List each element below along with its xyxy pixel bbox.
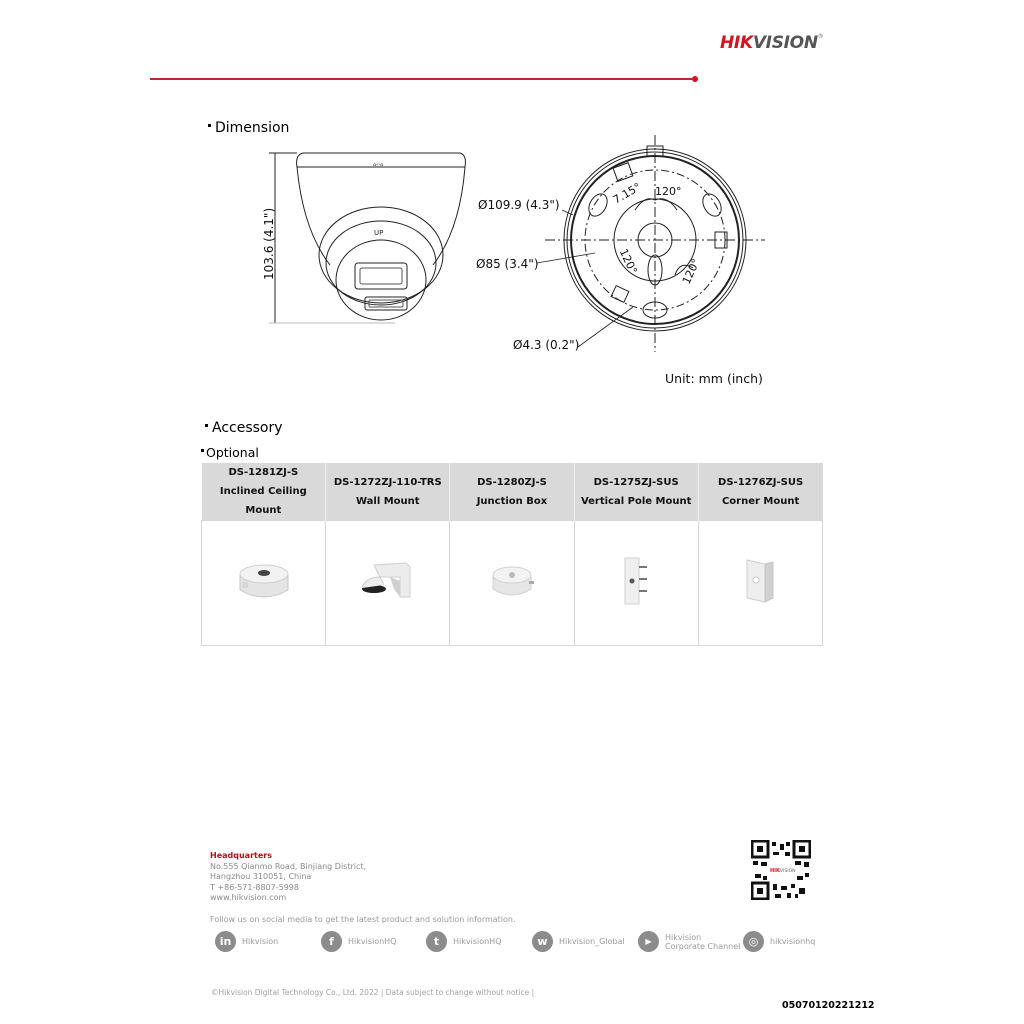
accessory-header-cell	[574, 463, 698, 521]
angle-small-label: 7.15°	[610, 180, 644, 207]
social-twitter[interactable]	[426, 931, 502, 952]
svg-text:VISION: VISION	[780, 869, 796, 874]
hole-diameter-label: Ø4.3 (0.2")	[513, 338, 580, 352]
hq-phone: T +86-571-8807-5998	[210, 882, 299, 892]
accessory-image-cell	[326, 521, 450, 646]
social-label	[665, 933, 740, 951]
accessory-model: DS-1280ZJ-S	[477, 476, 547, 488]
camera-bottom-view	[545, 135, 765, 352]
wechat-icon: w	[532, 931, 553, 952]
wall-mount-image	[360, 559, 416, 603]
social-label: hikvisionhq	[770, 937, 816, 946]
vertical-pole-mount-image	[621, 556, 651, 606]
camera-ball-face	[336, 240, 426, 320]
unit-label: Unit: mm (inch)	[665, 371, 763, 386]
accessory-image-cell	[202, 521, 326, 646]
accessory-model: DS-1275ZJ-SUS	[593, 476, 679, 488]
social-facebook[interactable]	[321, 931, 397, 952]
angle-label-top: 120°	[655, 185, 682, 198]
bullet-icon	[208, 124, 211, 127]
hikvision-logo	[720, 33, 823, 53]
accessory-header-cell	[698, 463, 822, 521]
optional-title-text: Optional	[206, 445, 259, 460]
camera-side-view	[269, 153, 465, 323]
logo-registered-mark: ®	[817, 33, 824, 40]
accessory-section-title	[205, 420, 283, 436]
camera-lens-window	[355, 263, 407, 289]
accessory-name: Junction Box	[476, 495, 548, 507]
header-rule	[150, 78, 692, 80]
accessory-name: Vertical Pole Mount	[580, 495, 692, 507]
hq-title: Headquarters	[210, 851, 272, 860]
accessory-table	[201, 463, 823, 646]
social-wechat[interactable]	[532, 931, 625, 952]
accessory-header-row	[202, 463, 823, 521]
dimension-title-text: Dimension	[215, 120, 290, 136]
logo-hik: HIK	[720, 33, 753, 53]
clip-bottom-left	[611, 286, 629, 303]
accessory-name: Wall Mount	[355, 495, 420, 507]
accessory-image-cell	[698, 521, 822, 646]
junction-box-image	[489, 561, 535, 601]
accessory-model: DS-1281ZJ-S	[228, 467, 299, 478]
follow-text: Follow us on social media to get the latest product and solution information.	[210, 915, 516, 924]
accessory-header-cell	[450, 463, 574, 521]
camera-body-sides	[297, 167, 465, 265]
leader-lines	[537, 210, 633, 347]
camera-cap-marks: ⌂‹›⌂	[373, 162, 384, 168]
copyright-text: ©Hikvision Digital Technology Co., Ltd. 2022 | Data subject to change without notice |	[211, 988, 535, 997]
logo-vision: VISION	[752, 33, 818, 53]
dimension-drawing	[255, 135, 775, 360]
qr-code	[751, 840, 811, 900]
facebook-icon: f	[321, 931, 342, 952]
social-youtube[interactable]	[638, 931, 740, 952]
accessory-header-cell	[326, 463, 450, 521]
camera-ir-window	[365, 297, 407, 310]
bullet-icon	[205, 424, 208, 427]
accessory-name: Inclined Ceiling Mount	[219, 486, 307, 516]
instagram-icon: ◎	[743, 931, 764, 952]
accessory-model: DS-1276ZJ-SUS	[718, 476, 804, 488]
hq-address-line1: No.555 Qianmo Road, Binjiang District,	[210, 861, 367, 871]
social-label: Hikvision_Global	[559, 937, 625, 946]
social-label: Hikvision	[242, 937, 279, 946]
social-instagram[interactable]	[743, 931, 815, 952]
hq-website[interactable]: www.hikvision.com	[210, 893, 287, 902]
dimension-section-title	[208, 120, 289, 136]
document-number: 05070120221212	[782, 1000, 875, 1011]
social-label-line1: Hikvision	[665, 932, 702, 942]
social-label-line2: Corporate Channel	[665, 941, 741, 951]
outer-diameter-label: Ø109.9 (4.3")	[478, 198, 560, 212]
angle-label-right: 120°	[679, 256, 703, 287]
hq-address-line2: Hangzhou 310051, China	[210, 872, 312, 881]
social-linkedin[interactable]	[215, 931, 278, 952]
mount-hole-right	[699, 191, 725, 220]
header-rule-dot	[692, 76, 698, 82]
camera-up-mark: UP	[374, 229, 384, 237]
accessory-model: DS-1272ZJ-110-TRS	[333, 476, 442, 488]
accessory-image-cell	[574, 521, 698, 646]
angle-label-left: 120°	[616, 246, 640, 277]
corner-mount-image	[743, 556, 777, 606]
social-label: HikvisionHQ	[348, 937, 397, 946]
accessory-image-cell	[450, 521, 574, 646]
bullet-icon	[201, 449, 204, 452]
youtube-icon: ▶	[638, 931, 659, 952]
linkedin-icon: in	[215, 931, 236, 952]
accessory-title-text: Accessory	[212, 420, 283, 436]
accessory-name: Corner Mount	[721, 495, 800, 507]
mount-circle-label: Ø85 (3.4")	[476, 257, 539, 271]
svg-text:HIK: HIK	[770, 868, 780, 874]
social-label: HikvisionHQ	[453, 937, 502, 946]
accessory-header-cell	[202, 463, 326, 521]
cable-slot-top	[635, 199, 677, 210]
accessory-image-row	[202, 521, 823, 646]
optional-subtitle	[201, 445, 259, 460]
height-label: 103.6 (4.1")	[262, 207, 276, 280]
mount-hole-left	[585, 191, 611, 220]
headquarters-block	[210, 851, 366, 904]
inclined-ceiling-mount-image	[236, 560, 292, 602]
twitter-icon: t	[426, 931, 447, 952]
